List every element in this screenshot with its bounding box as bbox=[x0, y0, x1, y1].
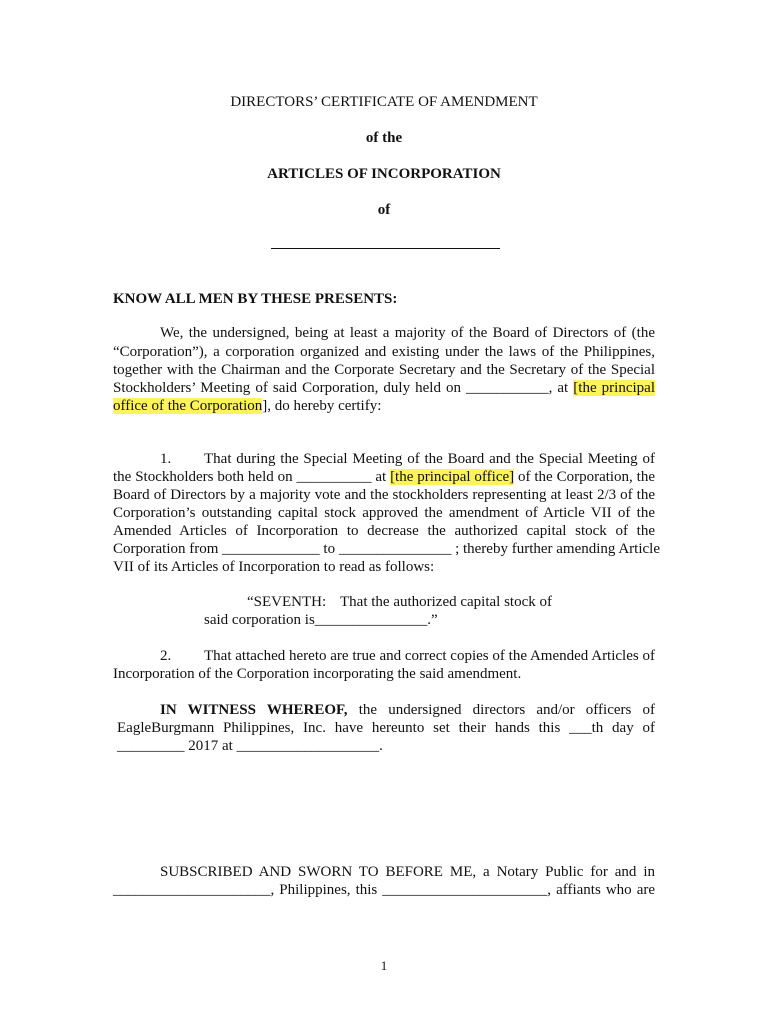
item-1-line-6: Corporation from _____________ to _______________ ; thereby further amending Article bbox=[113, 541, 660, 557]
intro-line-5 bbox=[113, 398, 381, 415]
item-2-line-2: Incorporation of the Corporation incorporating the said amendment. bbox=[113, 666, 522, 682]
page-number: 1 bbox=[380, 958, 388, 973]
title-line-1: DIRECTORS’ CERTIFICATE OF AMENDMENT bbox=[230, 94, 538, 110]
title-line-4: of bbox=[377, 202, 391, 218]
witness-line-3: _________ 2017 at ___________________. bbox=[117, 738, 383, 754]
quote-text-2: said corporation is_______________.” bbox=[204, 612, 438, 628]
title-line-2: of the bbox=[365, 130, 403, 146]
item-1-line-1: That during the Special Meeting of the Board and the Special Meeting of bbox=[204, 451, 655, 467]
witness-bold: IN WITNESS WHEREOF, bbox=[160, 702, 348, 718]
intro-line-4 bbox=[113, 380, 655, 397]
subscribed-line-2: _____________________, Philippines, this ______________________, affiants who are bbox=[113, 882, 655, 898]
intro-line-5-text: ], do hereby certify: bbox=[262, 398, 382, 414]
item-1-number: 1. bbox=[160, 451, 172, 467]
item-1-line-2 bbox=[113, 469, 655, 486]
item-1-line-2-text-a: the Stockholders both held on __________ at bbox=[113, 469, 391, 485]
highlight-principal-office: [the principal bbox=[573, 380, 655, 396]
witness-line-1-text: the undersigned directors and/or officers of bbox=[347, 702, 655, 718]
highlight-principal-office-2: [the principal office] bbox=[390, 469, 515, 485]
witness-line-2: EagleBurgmann Philippines, Inc. have hereunto set their hands this ___th day of bbox=[117, 720, 655, 736]
item-1-line-3: Board of Directors by a majority vote and the stockholders representing at least 2/3 of the bbox=[113, 487, 655, 503]
item-1-line-4: Corporation’s outstanding capital stock approved the amendment of Article VII of the bbox=[113, 505, 655, 521]
item-2-number: 2. bbox=[160, 648, 172, 664]
item-1-line-5: Amended Articles of Incorporation to decrease the authorized capital stock of the bbox=[113, 523, 655, 539]
item-1-line-7: VII of its Articles of Incorporation to read as follows: bbox=[113, 559, 435, 575]
corporation-name-blank bbox=[271, 248, 500, 249]
intro-line-4-text: Stockholders’ Meeting of said Corporation, duly held on ___________, at bbox=[113, 380, 574, 396]
witness-line-1 bbox=[160, 702, 655, 719]
item-1-line-2-text-b: of the Corporation, the bbox=[514, 469, 655, 485]
intro-line-1: We, the undersigned, being at least a majority of the Board of Directors of (the bbox=[160, 325, 655, 341]
item-2-line-1: That attached hereto are true and correct copies of the Amended Articles of bbox=[204, 648, 655, 664]
intro-line-3: together with the Chairman and the Corporate Secretary and the Secretary of the Special bbox=[113, 362, 655, 378]
know-all-men-heading: KNOW ALL MEN BY THESE PRESENTS: bbox=[113, 291, 398, 307]
subscribed-line-1: SUBSCRIBED AND SWORN TO BEFORE ME, a Notary Public for and in bbox=[160, 864, 655, 880]
highlight-office-of-corporation: office of the Corporation bbox=[113, 398, 263, 414]
quote-label: “SEVENTH: bbox=[247, 594, 327, 610]
intro-line-2: “Corporation”), a corporation organized and existing under the laws of the Philippines, bbox=[113, 344, 655, 360]
title-line-3: ARTICLES OF INCORPORATION bbox=[267, 166, 501, 182]
quote-text-1: That the authorized capital stock of bbox=[340, 594, 552, 610]
